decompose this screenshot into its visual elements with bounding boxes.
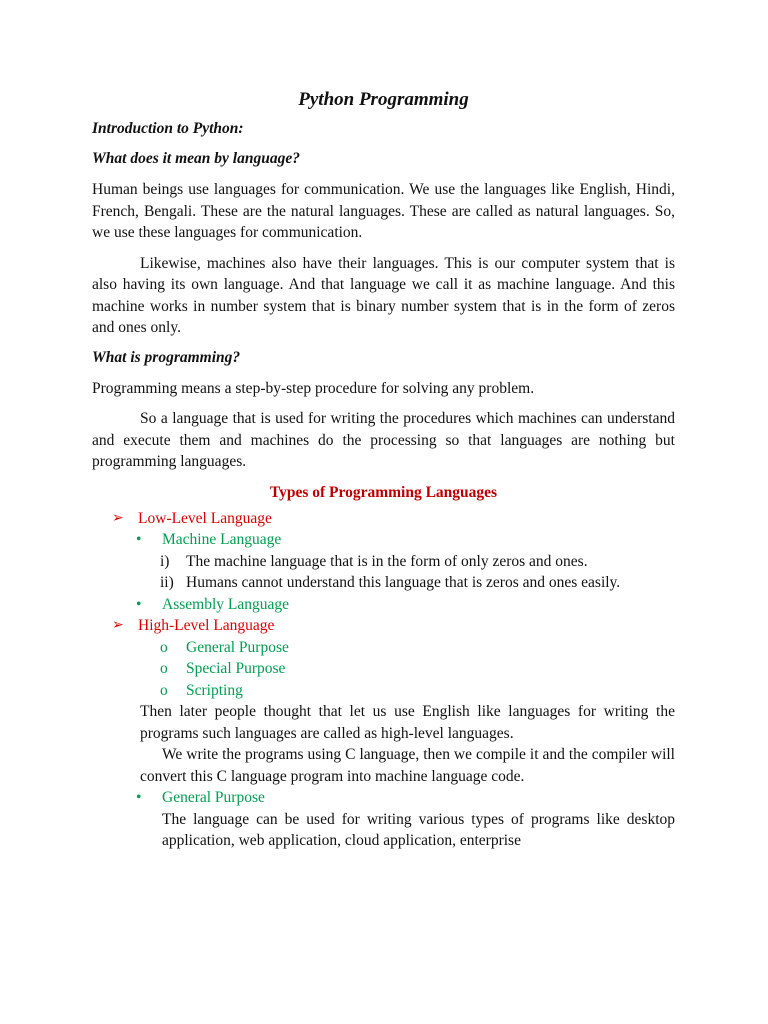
list-item-low-level: [92, 508, 675, 530]
paragraph-programming-languages: So a language that is used for writing the procedures which machines can understand and execute them and machines do the processing so that languages are nothing but programming languages.: [92, 410, 675, 470]
hollow-circle-bullet-icon: o: [160, 638, 168, 656]
roman-numeral-marker: i): [160, 552, 170, 570]
types-heading: Types of Programming Languages: [269, 483, 498, 501]
high-level-label: High-Level Language: [138, 617, 275, 634]
machine-language-label: Machine Language: [162, 531, 282, 548]
general-purpose-explanation: [92, 809, 675, 852]
filled-circle-bullet-icon: •: [136, 595, 142, 613]
general-purpose-label: General Purpose: [162, 789, 265, 806]
paragraph-high-level-languages: Then later people thought that let us use English like languages for writing the programs such languages are called as high-level languages.: [140, 703, 675, 742]
paragraph-compiler: We write the programs using C language, then we compile it and the compiler will convert this C language program into machine language code.: [140, 746, 675, 785]
roman-numeral-marker: ii): [160, 574, 174, 591]
hl-item-label: Special Purpose: [186, 660, 286, 677]
list-item-high-level: [92, 615, 675, 637]
language-question-heading: What does it mean by language?: [92, 150, 300, 167]
list-item-machine-language: [92, 529, 675, 551]
arrowhead-bullet-icon: ➢: [112, 618, 124, 633]
hollow-circle-bullet-icon: o: [160, 660, 168, 677]
hl-item-label: Scripting: [186, 681, 243, 699]
filled-circle-bullet-icon: •: [136, 789, 142, 806]
programming-question-heading: What is programming?: [92, 348, 241, 366]
assembly-language-label: Assembly Language: [162, 595, 289, 613]
list-item-scripting: [92, 680, 675, 702]
page-content: [92, 84, 675, 852]
hl-item-label: General Purpose: [186, 638, 289, 656]
paragraph-machine-languages: Likewise, machines also have their languages. This is our computer system that is also having its own language. And that language we call it as machine language. And this machine works in number system that is binary number system that is in the form of zeros and ones only.: [92, 254, 675, 336]
paragraph-programming-definition: Programming means a step-by-step procedure for solving any problem.: [92, 379, 535, 397]
list-item-general-purpose: [92, 637, 675, 659]
filled-circle-bullet-icon: •: [136, 531, 142, 548]
ml-point-2-text: Humans cannot understand this language that is zeros and ones easily.: [186, 574, 621, 591]
paragraph-general-purpose: The language can be used for writing various types of programs like desktop application, web application, cloud application, enterprise: [162, 810, 675, 849]
list-item-special-purpose: [92, 658, 675, 680]
list-item-ml-point-1: [92, 551, 675, 573]
list-item-general-purpose-detail: [92, 787, 675, 809]
list-item-assembly-language: [92, 594, 675, 616]
low-level-label: Low-Level Language: [138, 509, 272, 527]
ml-point-1-text: The machine language that is in the form of only zeros and ones.: [186, 552, 588, 570]
list-item-ml-point-2: [92, 572, 675, 594]
arrowhead-bullet-icon: ➢: [112, 510, 124, 526]
intro-heading: Introduction to Python:: [92, 120, 244, 137]
hollow-circle-bullet-icon: o: [160, 681, 168, 699]
document-title: Python Programming: [298, 89, 469, 110]
high-level-explanation: [92, 701, 675, 787]
paragraph-natural-languages: Human beings use languages for communication. We use the languages like English, Hindi, French, Bengali. These are the natural languages. These are called as natural languages. So, we use these languages for communication.: [92, 181, 675, 241]
